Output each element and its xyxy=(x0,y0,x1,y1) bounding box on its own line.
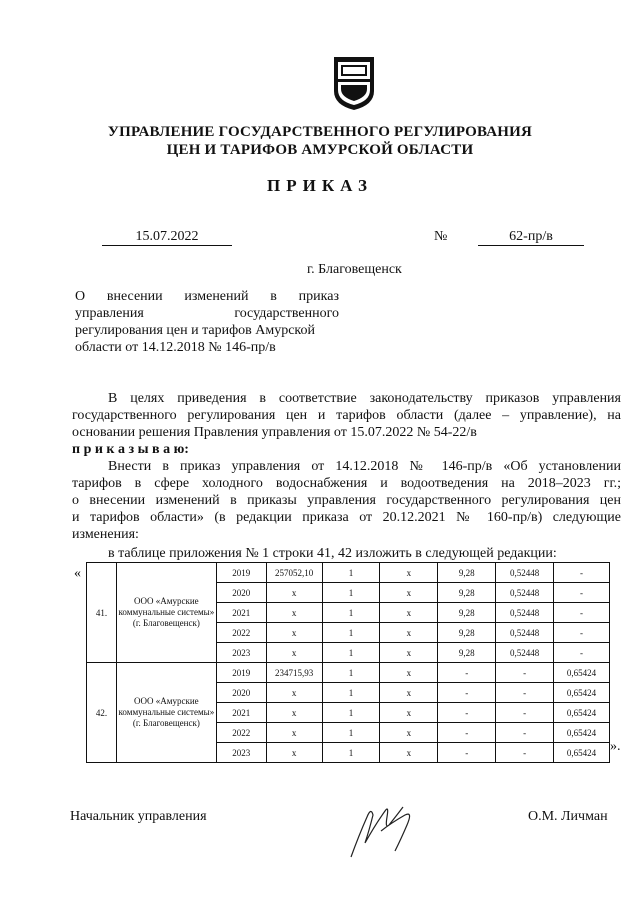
value-cell: x xyxy=(266,723,322,743)
value-cell: 0,65424 xyxy=(554,743,610,763)
open-quote: « xyxy=(74,566,81,581)
value-cell: 1 xyxy=(322,703,380,723)
subject-line2: управления государственного xyxy=(75,306,339,321)
para1-line2: государственного регулирования цен и тарифов области (далее – управление), на xyxy=(72,408,621,423)
value-cell: - xyxy=(554,643,610,663)
year-cell: 2023 xyxy=(216,743,266,763)
coat-of-arms-emblem xyxy=(331,55,377,111)
value-cell: - xyxy=(554,563,610,583)
value-cell: 0,52448 xyxy=(496,603,554,623)
table-row xyxy=(87,563,610,583)
value-cell: x xyxy=(380,723,438,743)
close-quote: ». xyxy=(610,739,621,754)
para2-line1: Внести в приказ управления от 14.12.2018 № 146-пр/в «Об установлении xyxy=(108,459,621,474)
year-cell: 2021 xyxy=(216,703,266,723)
year-cell: 2019 xyxy=(216,563,266,583)
org-name-line2: ЦЕН И ТАРИФОВ АМУРСКОЙ ОБЛАСТИ xyxy=(166,142,474,158)
value-cell: 0,65424 xyxy=(554,663,610,683)
para1-line1: В целях приведения в соответствие законодательству приказов управления xyxy=(108,391,621,406)
value-cell: 257052,10 xyxy=(266,563,322,583)
value-cell: 0,65424 xyxy=(554,723,610,743)
value-cell: - xyxy=(496,703,554,723)
subject-line1: О внесении изменений в приказ xyxy=(75,289,339,304)
signatory-position: Начальник управления xyxy=(70,809,207,824)
value-cell: 9,28 xyxy=(438,583,496,603)
value-cell: - xyxy=(554,603,610,623)
subject-line4: области от 14.12.2018 № 146-пр/в xyxy=(75,340,276,355)
year-cell: 2023 xyxy=(216,643,266,663)
value-cell: 0,52448 xyxy=(496,583,554,603)
value-cell: x xyxy=(380,583,438,603)
value-cell: - xyxy=(496,663,554,683)
value-cell: x xyxy=(380,603,438,623)
value-cell: 9,28 xyxy=(438,563,496,583)
value-cell: - xyxy=(438,743,496,763)
org-name-line1: УПРАВЛЕНИЕ ГОСУДАРСТВЕННОГО РЕГУЛИРОВАНИЯ xyxy=(107,124,533,140)
value-cell: 1 xyxy=(322,643,380,663)
org-cell: ООО «Амурские коммунальные системы» (г. Благовещенск) xyxy=(116,663,216,763)
org-cell: ООО «Амурские коммунальные системы» (г. Благовещенск) xyxy=(116,563,216,663)
value-cell: x xyxy=(380,683,438,703)
value-cell: x xyxy=(380,563,438,583)
year-cell: 2020 xyxy=(216,583,266,603)
value-cell: x xyxy=(266,583,322,603)
para2-line4: и тарифов области» (в редакции приказа от 20.12.2021 № 160-пр/в) следующие xyxy=(72,510,621,525)
doc-title: ПРИКАЗ xyxy=(267,176,373,195)
value-cell: 0,52448 xyxy=(496,563,554,583)
para1-line3: основании решения Правления управления от 15.07.2022 № 54-22/в xyxy=(72,425,477,440)
signature-icon xyxy=(345,795,425,865)
value-cell: 1 xyxy=(322,603,380,623)
tariff-table xyxy=(86,562,610,763)
para2-line2: тарифов в сфере холодного водоснабжения и водоотведения на 2018–2023 гг.; xyxy=(72,476,621,491)
year-cell: 2022 xyxy=(216,623,266,643)
value-cell: x xyxy=(380,643,438,663)
value-cell: x xyxy=(266,743,322,763)
value-cell: 9,28 xyxy=(438,643,496,663)
table-row xyxy=(87,663,610,683)
year-cell: 2020 xyxy=(216,683,266,703)
value-cell: - xyxy=(496,723,554,743)
value-cell: x xyxy=(266,623,322,643)
row-number: 42. xyxy=(87,663,117,763)
value-cell: - xyxy=(438,723,496,743)
value-cell: 1 xyxy=(322,563,380,583)
para2-line5: изменения: xyxy=(72,527,139,542)
signatory-name: О.М. Личман xyxy=(528,809,608,824)
value-cell: 9,28 xyxy=(438,623,496,643)
value-cell: x xyxy=(266,603,322,623)
year-cell: 2022 xyxy=(216,723,266,743)
doc-date: 15.07.2022 xyxy=(102,229,232,246)
value-cell: - xyxy=(554,623,610,643)
number-sign: № xyxy=(434,229,448,244)
value-cell: 234715,93 xyxy=(266,663,322,683)
value-cell: 0,65424 xyxy=(554,683,610,703)
para2-line3: о внесении изменений в приказы управления государственного регулирования цен xyxy=(72,493,621,508)
value-cell: 1 xyxy=(322,663,380,683)
value-cell: x xyxy=(266,683,322,703)
value-cell: x xyxy=(266,643,322,663)
value-cell: - xyxy=(496,743,554,763)
row-number: 41. xyxy=(87,563,117,663)
city: г. Благовещенск xyxy=(307,262,402,277)
para3: в таблице приложения № 1 строки 41, 42 изложить в следующей редакции: xyxy=(108,546,557,561)
value-cell: x xyxy=(380,743,438,763)
year-cell: 2021 xyxy=(216,603,266,623)
subject-line3: регулирования цен и тарифов Амурской xyxy=(75,323,316,338)
value-cell: - xyxy=(438,703,496,723)
value-cell: x xyxy=(380,623,438,643)
value-cell: - xyxy=(438,663,496,683)
value-cell: 0,52448 xyxy=(496,643,554,663)
value-cell: - xyxy=(496,683,554,703)
value-cell: 1 xyxy=(322,743,380,763)
value-cell: 1 xyxy=(322,683,380,703)
year-cell: 2019 xyxy=(216,663,266,683)
value-cell: x xyxy=(380,663,438,683)
order-word: п р и к а з ы в а ю: xyxy=(72,442,189,457)
value-cell: 0,65424 xyxy=(554,703,610,723)
doc-number: 62-пр/в xyxy=(478,229,584,246)
value-cell: 9,28 xyxy=(438,603,496,623)
value-cell: - xyxy=(438,683,496,703)
value-cell: 1 xyxy=(322,723,380,743)
value-cell: x xyxy=(266,703,322,723)
value-cell: x xyxy=(380,703,438,723)
value-cell: 0,52448 xyxy=(496,623,554,643)
value-cell: - xyxy=(554,583,610,603)
value-cell: 1 xyxy=(322,583,380,603)
value-cell: 1 xyxy=(322,623,380,643)
